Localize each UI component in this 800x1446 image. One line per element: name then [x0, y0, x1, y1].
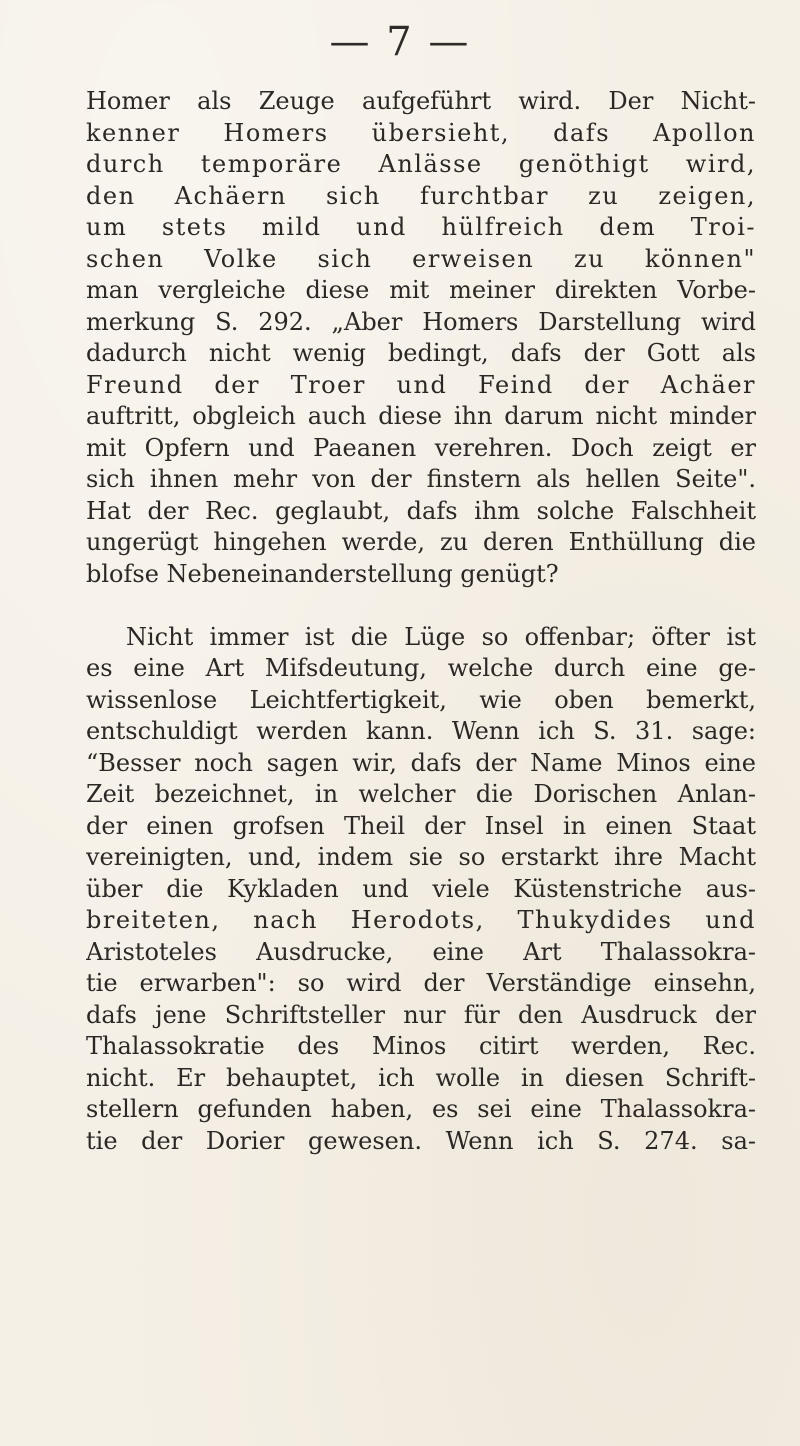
text-line: sich ihnen mehr von der finstern als hellen Seite".: [86, 465, 756, 493]
text-line: merkung S. 292. „Aber Homers Darstellung wird: [86, 307, 756, 336]
text-line: blofse Nebeneinanderstellung genügt?: [86, 559, 559, 588]
text-line: Freund der Troer und Feind der Achäer: [86, 370, 756, 399]
text-line: man vergleiche diese mit meiner direkten Vorbe-: [86, 276, 756, 304]
text-line: über die Kykladen und viele Küstenstriche aus-: [86, 874, 756, 903]
text-line: tie der Dorier gewesen. Wenn ich S. 274. sa-: [86, 1126, 756, 1155]
text-line: Aristoteles Ausdrucke, eine Art Thalassokra-: [86, 937, 756, 966]
body-text: [86, 86, 756, 1157]
text-line: vereinigten, und, indem sie so erstarkt ihre Macht: [86, 843, 756, 871]
text-line: es eine Art Mifsdeutung, welche durch eine ge-: [86, 654, 756, 682]
text-line: Hat der Rec. geglaubt, dafs ihm solche Falschheit: [86, 496, 756, 525]
text-line: dadurch nicht wenig bedingt, dafs der Gott als: [86, 339, 756, 367]
text-line: den Achäern sich furchtbar zu zeigen,: [86, 181, 756, 210]
text-line: entschuldigt werden kann. Wenn ich S. 31. sage:: [86, 717, 756, 745]
paragraph-gap: [86, 590, 756, 622]
text-line: Thalassokratie des Minos citirt werden, Rec.: [86, 1032, 756, 1060]
text-line: schen Volke sich erweisen zu können": [86, 244, 756, 273]
text-line: breiteten, nach Herodots, Thukydides und: [86, 906, 756, 934]
text-line: nicht. Er behauptet, ich wolle in diesen Schrift-: [86, 1063, 756, 1092]
text-line: wissenlose Leichtfertigkeit, wie oben bemerkt,: [86, 685, 756, 714]
text-line: Zeit bezeichnet, in welcher die Dorischen Anlan-: [86, 780, 756, 808]
text-line: der einen grofsen Theil der Insel in einen Staat: [86, 811, 756, 840]
paragraph: [86, 622, 756, 1158]
text-line: um stets mild und hülfreich dem Troi-: [86, 213, 756, 241]
text-line: Homer als Zeuge aufgeführt wird. Der Nicht-: [86, 87, 756, 115]
text-line: Nicht immer ist die Lüge so offenbar; öfter ist: [126, 622, 756, 651]
paragraph: [86, 86, 756, 590]
text-line: tie erwarben": so wird der Verständige einsehn,: [86, 969, 756, 997]
text-line: dafs jene Schriftsteller nur für den Ausdruck der: [86, 1000, 756, 1029]
text-line: mit Opfern und Paeanen verehren. Doch zeigt er: [86, 433, 756, 462]
text-line: durch temporäre Anlässe genöthigt wird,: [86, 150, 756, 178]
text-line: auftritt, obgleich auch diese ihn darum nicht minder: [86, 402, 756, 430]
text-line: stellern gefunden haben, es sei eine Thalassokra-: [86, 1095, 756, 1123]
text-line: kenner Homers übersieht, dafs Apollon: [86, 118, 756, 147]
text-line: “Besser noch sagen wir, dafs der Name Minos eine: [86, 748, 756, 777]
page-number: — 7 —: [329, 19, 471, 65]
text-line: ungerügt hingehen werde, zu deren Enthüllung die: [86, 528, 756, 556]
